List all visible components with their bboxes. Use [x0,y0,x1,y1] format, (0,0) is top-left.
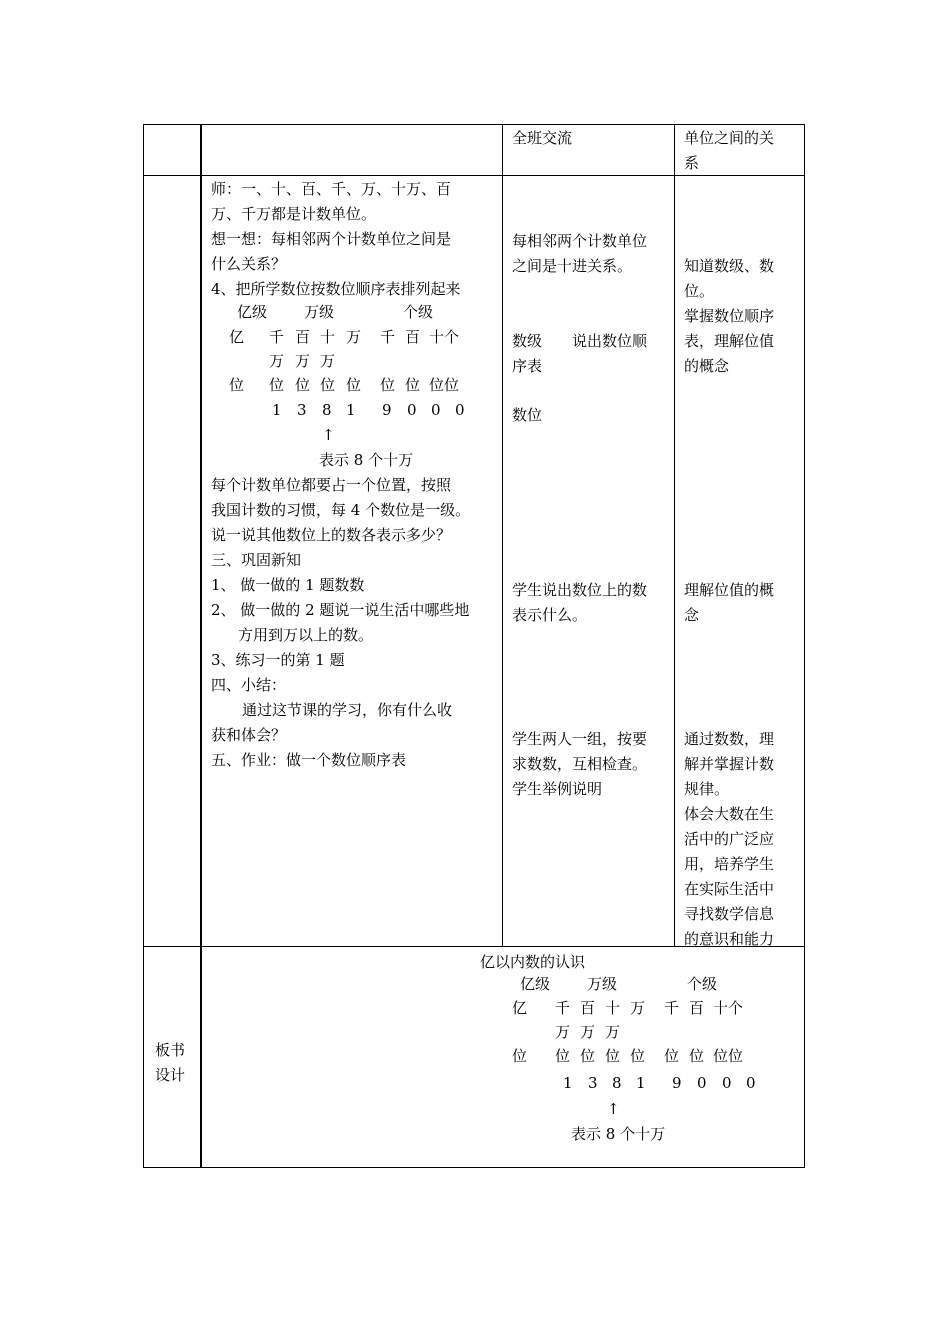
text-line: 数级 说出数位顺 [512,332,648,350]
unit-char: 十 [320,328,336,346]
table-border-bottom [143,1167,805,1168]
level-label: 个级 [687,975,718,993]
text-line: 4、把所学数位按数位顺序表排列起来 [211,280,461,298]
text-line: 序表 [512,357,543,375]
text-line: 什么关系？ [211,255,287,273]
place-char: 位 [512,1047,528,1065]
text-line: 用，培养学生 [684,855,775,873]
place-char: 位 [630,1047,646,1065]
text-line: 求数数，互相检查。 [512,755,648,773]
unit-char: 万 [295,352,311,370]
unit-char: 百 [580,999,596,1017]
text-line: 我国计数的习惯，每 4 个数位是一级。 [211,501,471,519]
place-char: 位 [689,1047,705,1065]
level-label: 万级 [587,975,618,993]
table-border-right [804,124,805,1168]
unit-char: 千 [380,328,396,346]
digit: 0 [697,1074,707,1092]
text-line: 念 [684,606,700,624]
unit-char: 千 [269,328,285,346]
place-char: 位 [380,376,396,394]
unit-char: 亿 [512,999,528,1017]
text-line: 数位 [512,406,543,424]
level-label: 万级 [304,303,335,321]
place-char: 位 [295,376,311,394]
text-line: 每个计数单位都要占一个位置，按照 [211,476,452,494]
digit: 9 [382,401,392,419]
digit: 1 [563,1074,573,1092]
up-arrow-icon: ↑ [607,1100,620,1118]
digit: 0 [407,401,417,419]
text-line: 通过这节课的学习，你有什么收 [242,701,453,719]
text-line: 三、巩固新知 [211,551,302,569]
unit-char: 万 [346,328,362,346]
place-char: 位位 [713,1047,744,1065]
unit-char: 万 [630,999,646,1017]
place-char: 位 [346,376,362,394]
text-line: 师：一、十、百、千、万、十万、百 [211,180,452,198]
row-divider-1 [143,175,805,176]
text-line: 学生举例说明 [512,780,603,798]
digit: 1 [272,401,282,419]
header-col3: 全班交流 [512,129,573,147]
text-line: 的概念 [684,357,730,375]
text-line: 活中的广泛应 [684,830,775,848]
text-line: 体会大数在生 [684,805,775,823]
unit-char: 百 [405,328,421,346]
text-line: 通过数数，理 [684,730,775,748]
header-col4-line1: 单位之间的关 [684,129,775,147]
column-divider-1 [200,124,202,1168]
column-divider-3 [674,124,675,947]
level-label: 亿级 [237,303,268,321]
text-line: 寻找数学信息 [684,905,775,923]
unit-char: 万 [555,1023,571,1041]
text-line: 万、千万都是计数单位。 [211,205,377,223]
digit: 0 [746,1074,756,1092]
text-line: 学生说出数位上的数 [512,581,648,599]
text-line: 位。 [684,282,715,300]
column-divider-2 [502,124,503,947]
place-char: 位 [405,376,421,394]
table-border-top [143,124,805,125]
board-label: 板书 [155,1041,186,1059]
level-label: 亿级 [520,975,551,993]
unit-char: 百 [689,999,705,1017]
table-border-left [143,124,144,1168]
up-arrow-icon: ↑ [322,426,335,444]
unit-char: 万 [269,352,285,370]
text-line: 3、练习一的第 1 题 [211,651,345,669]
place-char: 位 [320,376,336,394]
unit-char: 万 [605,1023,621,1041]
unit-char: 万 [320,352,336,370]
place-char: 位位 [429,376,460,394]
text-line: 掌握数位顺序 [684,307,775,325]
text-line: 五、作业：做一个数位顺序表 [211,751,407,769]
level-label: 个级 [403,303,434,321]
text-line: 之间是十进关系。 [512,257,633,275]
text-line: 解并掌握计数 [684,755,775,773]
unit-char: 十 [605,999,621,1017]
text-line: 每相邻两个计数单位 [512,232,648,250]
unit-char: 十个 [713,999,744,1017]
place-char: 位 [664,1047,680,1065]
text-line: 方用到万以上的数。 [238,626,374,644]
text-line: 规律。 [684,780,730,798]
unit-char: 千 [555,999,571,1017]
header-col4-line2: 系 [684,154,700,172]
text-line: 表，理解位值 [684,332,775,350]
digit: 0 [455,401,465,419]
digit: 0 [722,1074,732,1092]
place-char: 位 [269,376,285,394]
text-line: 1、 做一做的 1 题数数 [211,576,365,594]
unit-char: 万 [580,1023,596,1041]
text-line: 理解位值的概 [684,581,775,599]
digit: 1 [346,401,356,419]
chart-note: 表示 8 个十万 [319,451,414,469]
place-char: 位 [555,1047,571,1065]
digit: 0 [431,401,441,419]
place-char: 位 [229,376,245,394]
board-label: 设计 [155,1066,186,1084]
text-line: 表示什么。 [512,606,588,624]
unit-char: 千 [664,999,680,1017]
text-line: 想一想：每相邻两个计数单位之间是 [211,230,452,248]
place-char: 位 [605,1047,621,1065]
text-line: 知道数级、数 [684,257,775,275]
digit: 8 [322,401,332,419]
text-line: 四、小结： [211,676,287,694]
digit: 1 [636,1074,646,1092]
digit: 3 [588,1074,598,1092]
text-line: 获和体会？ [211,726,287,744]
text-line: 说一说其他数位上的数各表示多少？ [211,526,452,544]
board-title: 亿以内数的认识 [480,953,586,971]
text-line: 学生两人一组，按要 [512,730,648,748]
digit: 9 [672,1074,682,1092]
text-line: 2、 做一做的 2 题说一说生活中哪些地 [211,601,470,619]
unit-char: 亿 [229,328,245,346]
board-note: 表示 8 个十万 [571,1125,666,1143]
digit: 3 [297,401,307,419]
place-char: 位 [580,1047,596,1065]
unit-char: 百 [295,328,311,346]
text-line: 的意识和能力 [684,930,775,948]
unit-char: 十个 [429,328,460,346]
digit: 8 [612,1074,622,1092]
text-line: 在实际生活中 [684,880,775,898]
